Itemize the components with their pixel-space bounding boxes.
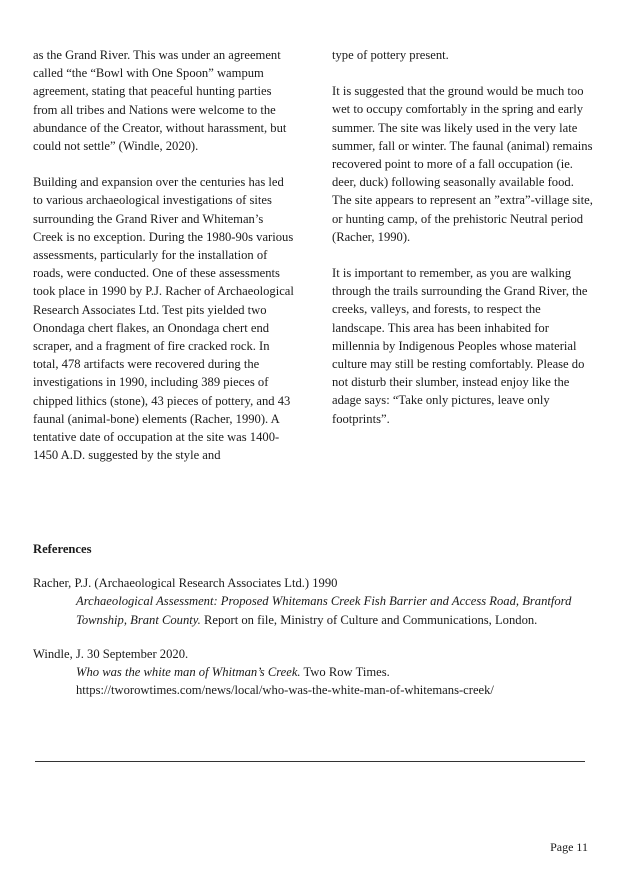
paragraph: It is important to remember, as you are walking through the trails surrounding the Grand River, the creeks, valleys, and forests, to respect the landscape. This area has been inhabited for millennia by Indigenous Peoples whose material culture may still be resting comfortably. Please do not disturb their slumber, instead enjoy like the adage says: “Take only pictures, leave only footprints”. [332,266,588,426]
reference-author: Windle, J. 30 September 2020. [33,646,189,661]
reference-title: Who was the white man of Whitman’s Creek. [76,665,301,680]
paragraph: type of pottery present. [332,48,449,62]
reference-details: Two Row Times. [300,665,390,680]
paragraph: as the Grand River. This was under an agreement called “the “Bowl with One Spoon” wampum agreement, stating that peaceful hunting parties from all tribes and Nations were welcome to the abundance of the Creator, without harassment, but could not settle” (Windle, 2020). [33,48,287,154]
reference-title: Archaeological Assessment: Proposed Whitemans Creek Fish Barrier and Access Road, Brantford Township, Brant County. [76,594,572,627]
reference-citation [33,592,593,628]
reference-citation [33,663,593,681]
paragraph: It is suggested that the ground would be much too wet to occupy comfortably in the spring and early summer. The site was likely used in the very late summer, fall or winter. The faunal (animal) remains recovered point to more of a fall occupation (ie. deer, duck) following seasonally available food. The site appears to represent an ”extra”-village site, or hunting camp, of the prehistoric Neutral period (Racher, 1990). [332,84,593,244]
left-column [33,46,295,482]
reference-windle [33,645,593,700]
right-column [332,46,594,446]
reference-author: Racher, P.J. (Archaeological Research Associates Ltd.) 1990 [33,576,338,591]
page-number: Page 11 [550,840,588,854]
reference-details: Report on file, Ministry of Culture and Communications, London. [200,612,538,627]
footer-divider [35,761,585,762]
paragraph: Building and expansion over the centuries has led to various archaeological investigations of sites surrounding the Grand River and Whiteman’s Creek is no exception. During the 1980-90s various assessments, particularly for the installation of roads, were conducted. One of these assessments took place in 1990 by P.J. Racher of Archaeological Research Associates Ltd. Test pits yielded two Onondaga chert flakes, an Onondaga chert end scraper, and a fragment of fire cracked rock. In total, 478 artifacts were recovered during the investigations in 1990, including 389 pieces of chipped lithics (stone), 43 pieces of pottery, and 43 faunal (animal-bone) elements (Racher, 1990). A tentative date of occupation at the site was 1400-1450 A.D. suggested by the style and [33,175,294,463]
reference-url: https://tworowtimes.com/news/local/who-was-the-white-man-of-whitemans-creek/ [76,683,494,698]
references-heading: References [33,542,92,556]
reference-racher [33,574,593,629]
references-section [33,540,593,715]
